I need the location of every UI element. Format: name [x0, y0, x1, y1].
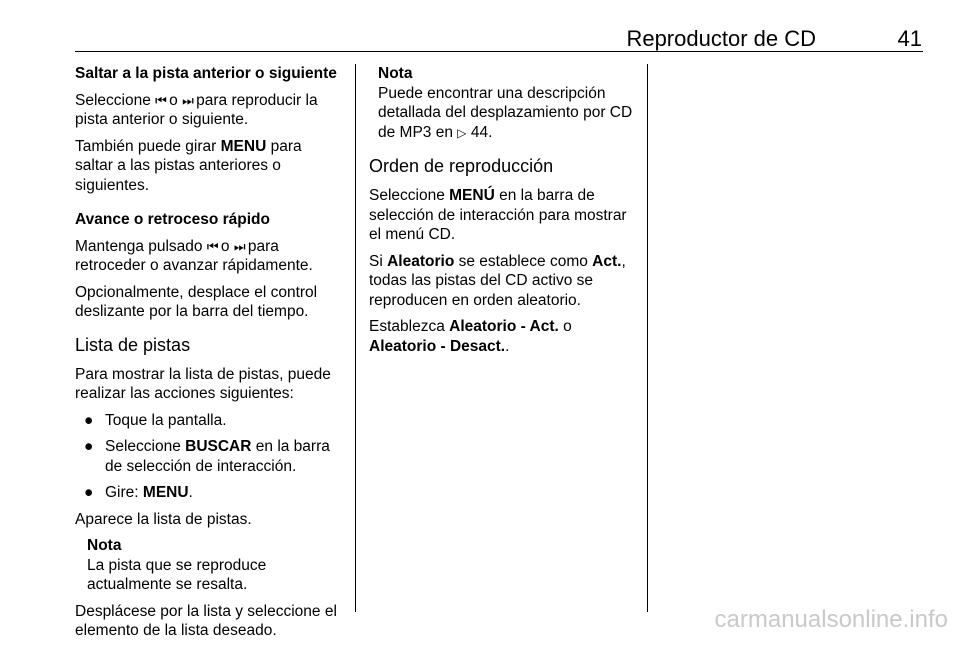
text: Seleccione	[369, 187, 445, 204]
note-current-track	[75, 536, 343, 595]
column-divider-2	[647, 64, 648, 612]
header-rule	[75, 51, 923, 52]
bullet-icon: ●	[84, 411, 94, 429]
watermark: carmanualsonline.info	[714, 606, 948, 633]
previous-track-icon: ⏮	[206, 238, 217, 254]
text: para reproducir la pista anterior o siguiente.	[75, 91, 318, 128]
text: o	[220, 237, 230, 255]
note-title: Nota	[87, 537, 122, 554]
text: También puede girar	[75, 137, 217, 155]
text: Establezca	[369, 318, 445, 335]
list-item	[75, 411, 343, 431]
list-item	[75, 437, 343, 476]
text: Gire:	[105, 484, 139, 501]
text: Puede encontrar una descripción detallada del desplazamiento por CD de MP3 en	[378, 84, 633, 141]
note-title: Nota	[378, 65, 413, 82]
text: 44.	[470, 123, 493, 141]
heading-track-list: Lista de pistas	[75, 334, 191, 355]
text: o	[563, 318, 572, 335]
page-number: 41	[897, 26, 922, 51]
note-text	[378, 84, 635, 144]
page-reference-icon: ▷	[457, 125, 467, 140]
act-key: Act.	[592, 252, 622, 270]
text: Toque la pantalla.	[105, 411, 227, 429]
paragraph-list-appears: Aparece la lista de pistas.	[75, 510, 252, 528]
text: Mantenga pulsado	[75, 237, 203, 255]
left-column	[75, 64, 343, 648]
text: para saltar a las pistas anteriores o siguientes.	[75, 137, 302, 194]
previous-track-icon: ⏮	[155, 92, 165, 108]
menu-key: MENU	[220, 137, 267, 155]
text: .	[505, 337, 510, 355]
column-divider-1	[355, 64, 356, 612]
action-list	[75, 411, 343, 503]
text: en la barra de selección de interacción.	[105, 438, 330, 475]
paragraph-scroll-list: Desplácese por la lista y seleccione el elemento de la lista deseado.	[75, 602, 337, 639]
right-column	[369, 64, 635, 363]
paragraph-skip-track	[75, 91, 343, 130]
text: o	[169, 91, 178, 109]
paragraph-select-menu	[369, 186, 635, 245]
spacer	[75, 202, 343, 210]
text: en la barra de selección de interacción para mostrar el menú CD.	[369, 187, 627, 243]
next-track-icon: ⏭	[233, 238, 244, 254]
text: .	[188, 484, 193, 501]
bullet-icon: ●	[84, 438, 94, 455]
section-title-fast-forward: Avance o retroceso rápido	[75, 211, 270, 228]
paragraph-set-random	[369, 317, 635, 356]
list-item	[75, 483, 343, 503]
buscar-key: BUSCAR	[185, 438, 252, 455]
note-text: La pista que se reproduce actualmente se resalta.	[87, 556, 267, 593]
random-key: Aleatorio	[387, 252, 455, 270]
paragraph-track-list-intro: Para mostrar la lista de pistas, puede realizar las acciones siguientes:	[75, 365, 331, 402]
paragraph-random	[369, 252, 635, 311]
paragraph-fast-forward	[75, 237, 343, 276]
menu-key: MENU	[142, 484, 189, 501]
text: Seleccione	[75, 91, 151, 109]
text: para retroceder o avanzar rápidamente.	[75, 237, 313, 274]
page-header-title: Reproductor de CD	[626, 26, 816, 51]
section-title-skip-track: Saltar a la pista anterior o siguiente	[75, 65, 337, 82]
text: , todas las pistas del CD activo se reproducen en orden aleatorio.	[369, 252, 626, 309]
note-mp3	[369, 64, 635, 143]
random-off-key: Aleatorio - Desact.	[369, 337, 506, 355]
heading-playback-order: Orden de reproducción	[369, 156, 554, 176]
next-track-icon: ⏭	[182, 92, 192, 108]
random-on-key: Aleatorio - Act.	[449, 318, 559, 335]
bullet-icon: ●	[84, 484, 94, 501]
paragraph-slider: Opcionalmente, desplace el control deslizante por la barra del tiempo.	[75, 283, 318, 320]
paragraph-menu-knob	[75, 137, 343, 196]
menu-key: MENÚ	[449, 187, 495, 204]
text: se establece como	[458, 252, 588, 270]
text: Seleccione	[105, 438, 181, 455]
text: Si	[369, 252, 383, 270]
